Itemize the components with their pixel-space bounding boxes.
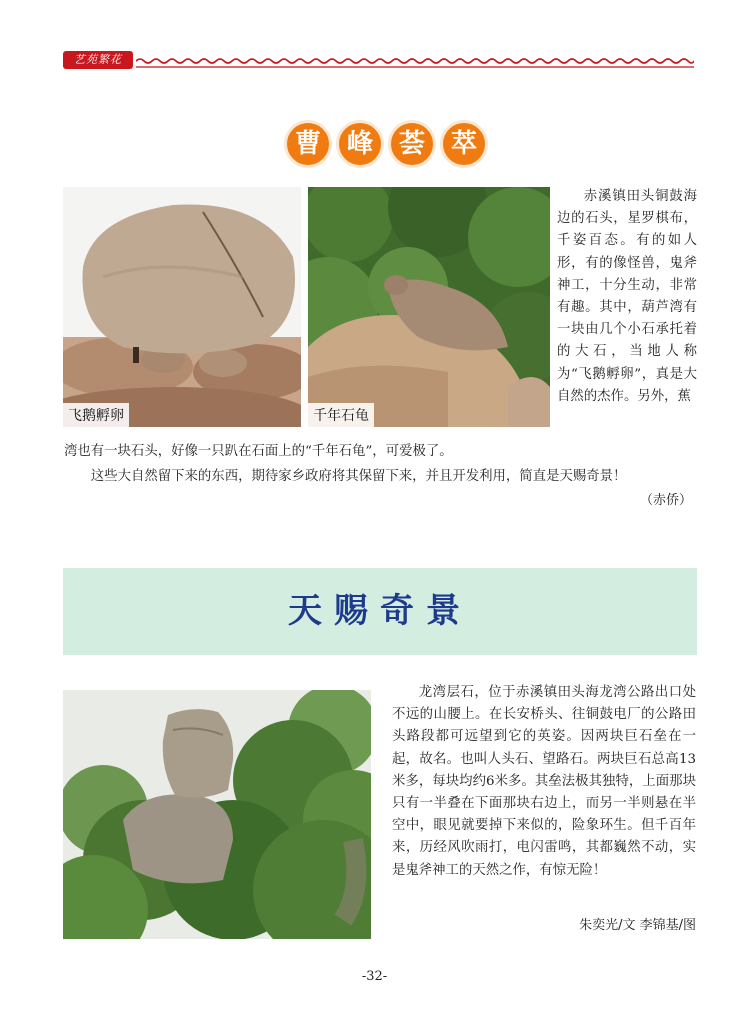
photo-thousand-year-turtle-rock <box>308 187 550 427</box>
article1-paragraph-side: 赤溪镇田头铜鼓海边的石头，星罗棋布，千姿百态。有的如人形，有的像怪兽，鬼斧神工，十分生动，非常有趣。其中，葫芦湾有一块由几个小石承托着的大石，当地人称为“飞鹅孵卵”，真是大自然的杰作。另外，蕉 <box>557 189 697 404</box>
decorative-wave-divider <box>136 56 694 70</box>
photo-caption: 千年石龟 <box>308 403 374 427</box>
title-char: 萃 <box>440 120 488 168</box>
article2-title: 天赐奇景 <box>288 591 472 631</box>
article1-paragraph-continued: 湾也有一块石头，好像一只趴在石面上的“千年石龟”，可爱极了。 <box>64 444 453 459</box>
title-char: 荟 <box>388 120 436 168</box>
article1-title <box>284 120 488 170</box>
section-tag: 艺苑繁花 <box>63 51 133 69</box>
title-char: 峰 <box>336 120 384 168</box>
article2-body: 龙湾层石，位于赤溪镇田头海龙湾公路出口处不远的山腰上。在长安桥头、往铜鼓电厂的公路田头路段都可远望到它的英姿。因两块巨石垒在一起，故名。也叫人头石、望路石。两块巨石总高13米多，每块均约6米多。其垒法极其独特，上面那块只有一半叠在下面那块右边上，而另一半则悬在半空中，眼见就要掉下来似的，险象环生。但千百年来，历经风吹雨打，电闪雷鸣，其都巍然不动，实是鬼斧神工的天然之作，有惊无险！ <box>392 685 696 878</box>
photo-longwan-stacked-rocks <box>63 690 371 939</box>
photo-flying-goose-rock <box>63 187 301 427</box>
title-char: 曹 <box>284 120 332 168</box>
article2-credit: 朱奕光/文 李锦基/图 <box>579 918 696 933</box>
photo-caption: 飞鹅孵卵 <box>63 403 129 427</box>
article1-author: （赤侨） <box>639 493 692 508</box>
article1-paragraph-2: 这些大自然留下来的东西，期待家乡政府将其保留下来，并且开发利用，简直是天赐奇景！ <box>90 469 627 484</box>
page-number: -32- <box>361 969 388 984</box>
